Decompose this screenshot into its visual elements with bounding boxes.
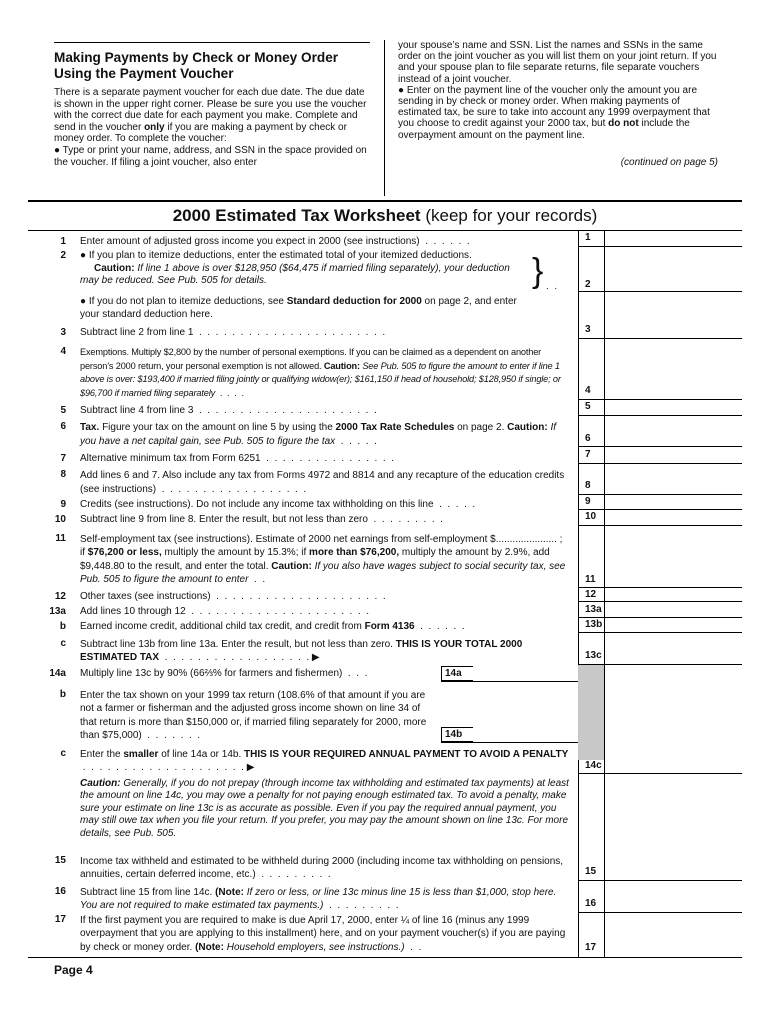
line-14a-box: 14a xyxy=(441,666,473,681)
line-17-desc: If the first payment you are required to make is due April 17, 2000, enter ¼ of line 16 (minus any 1999 overpayment that you are applying to this installment) here, and on your payment voucher(s) if you are paying by check or money order. xyxy=(80,915,566,953)
note-text: Household employers, see instructions.) xyxy=(226,941,405,953)
line-12-desc: Other taxes (see instructions) xyxy=(80,591,211,602)
caution-text: If you also have wages subject to social security tax, see Pub. 505 to figure the amount to enter xyxy=(80,560,566,586)
line-11-desc-2: ; if xyxy=(80,534,563,559)
line-8-desc: Add lines 6 and 7. Also include any tax from Forms 4972 and 8814 and any recapture of the education credits (see instructions) xyxy=(80,470,565,495)
line-number: 5 xyxy=(60,405,66,416)
form-4136-ref: Form 4136 xyxy=(364,621,415,632)
title-rule xyxy=(28,200,742,202)
line-box-label: 13b xyxy=(585,619,603,630)
row-rule xyxy=(578,525,742,526)
line-2-itemize: ● If you plan to itemize deductions, enter the estimated total of your itemized deductions. xyxy=(80,250,472,261)
line-2-caution xyxy=(80,263,510,287)
line-6-label: Tax. xyxy=(80,422,100,433)
line-number: 17 xyxy=(54,914,66,925)
leader-dots: . . xyxy=(546,281,558,292)
line-11-desc-3: multiply the amount by 15.3%; if xyxy=(164,547,307,559)
line-box-label: 3 xyxy=(585,324,591,335)
intro-heading: Making Payments by Check or Money Order Using the Payment Voucher xyxy=(54,50,339,81)
intro-bullet: ● Type or print your name, address, and SSN in the space provided on the voucher. If filing a joint voucher, also enter xyxy=(54,144,367,168)
line-number: 3 xyxy=(60,327,66,338)
shaded-column-area xyxy=(578,664,604,760)
line-box-label: 10 xyxy=(585,511,597,522)
line-2-text xyxy=(80,250,530,288)
caution-text: If line 1 above is over $128,950 ($64,475 if married filing separately), your deduction may be reduced. See Pub. 505 for details. xyxy=(80,262,510,287)
line-number: c xyxy=(60,638,66,649)
line-13b-text: Earned income credit, additional child tax credit, and credit from Form 4136 . . . . . . xyxy=(80,621,465,632)
line-box-label: 8 xyxy=(585,480,591,491)
line-7-text: Alternative minimum tax from Form 6251 . . . . . . . . . . . . . . . . xyxy=(80,453,394,464)
line-box-label: 7 xyxy=(585,449,591,460)
line-9-desc: Credits (see instructions). Do not include any income tax withholding on this line xyxy=(80,499,434,510)
title-under-rule xyxy=(28,230,742,231)
page-number: Page 4 xyxy=(54,963,93,977)
line-1-desc: Enter amount of adjusted gross income you expect in 2000 (see instructions) xyxy=(80,236,420,247)
line-number: 4 xyxy=(60,346,66,357)
caution-text: See Pub. 505 to figure the amount to enter if line 1 above is over: $193,400 if married filing jointly or qualifying widow(er); $161,150 if head of household; $128,950 if single; or $96,700 if married filing separately xyxy=(80,360,561,398)
row-rule xyxy=(578,601,742,602)
worksheet-title-text: 2000 Estimated Tax Worksheet xyxy=(172,206,421,225)
line-2-standard xyxy=(80,296,530,321)
row-rule xyxy=(578,494,742,495)
line-13c-desc: Subtract line 13b from line 13a. Enter the result, but not less than zero. xyxy=(80,639,393,650)
line-15-desc: Income tax withheld and estimated to be withheld during 2000 (including income tax withholding on pensions, annuities, certain deferred income, etc.) xyxy=(80,856,564,881)
line-17-text: If the first payment you are required to make is due April 17, 2000, enter ¼ of line 16 (minus any 1999 overpayment that you are applying to this installment) here, and on your payment voucher(s) if you are paying by check or money order. (Note: Household employers, see instructions.) . . xyxy=(80,915,566,953)
line-14c-desc-2: of line 14a or 14b. xyxy=(161,749,242,760)
worksheet-subtitle: (keep for your records) xyxy=(425,206,598,225)
line-8-text: Add lines 6 and 7. Also include any tax from Forms 4972 and 8814 and any recapture of the education credits (see instructions) . . . . . . . . . . . . . . . . . . xyxy=(80,470,565,495)
row-rule xyxy=(578,773,742,774)
line-2-standard-text: ● If you do not plan to itemize deductions, see xyxy=(80,296,284,307)
line-11-desc-4: multiply the amount by 2.9%, add $9,448.80 to the result, and enter the total. xyxy=(80,547,550,572)
row-rule xyxy=(578,632,742,633)
line-14c-text: Enter the smaller of line 14a or 14b. THIS IS YOUR REQUIRED ANNUAL PAYMENT TO AVOID A PENALTY . . . . . . . . . . . . . . . . . . . . ▶ xyxy=(80,749,569,774)
row-rule xyxy=(578,880,742,881)
line-9-text: Credits (see instructions). Do not include any income tax withholding on this line . . . . . xyxy=(80,499,476,510)
line-16-desc: Subtract line 15 from line 14c. xyxy=(80,887,213,898)
line-number: 7 xyxy=(60,453,66,464)
caution-body: Generally, if you do not prepay (through income tax withholding and estimated tax payments) at least the amount on line 14c, you may owe a penalty for not paying enough estimated tax. To avoid a penalty, make sure your estimate on line 13c is as accurate as possible. Even if you pay the required annual payment, you may still owe tax when you file your return. If you prefer, you may pay the amount shown on line 13c. For more details, see Pub. 505. xyxy=(80,778,569,839)
line-14c-desc: Enter the xyxy=(80,749,121,760)
line-number: 15 xyxy=(54,855,66,866)
row-rule xyxy=(578,446,742,447)
line-box-label: 17 xyxy=(585,942,597,953)
line-number: b xyxy=(59,621,66,632)
line-10-desc: Subtract line 9 from line 8. Enter the result, but not less than zero xyxy=(80,514,368,525)
line-3-desc: Subtract line 2 from line 1 xyxy=(80,327,194,338)
intro-right-column xyxy=(398,40,718,168)
intro-paragraph xyxy=(54,87,370,145)
line-13a-desc: Add lines 10 through 12 xyxy=(80,606,186,617)
line-box-label: 2 xyxy=(585,279,591,290)
row-rule xyxy=(578,587,742,588)
row-rule xyxy=(578,617,742,618)
line-number: c xyxy=(60,748,66,759)
threshold-low: $76,200 or less, xyxy=(87,547,162,559)
line-14b-desc: Enter the tax shown on your 1999 tax return (108.6% of that amount if you are not a farmer or fisherman and the adjusted gross income shown on line 34 of that return is more than $150,000 or, if married filing separately for 2000, more than $75,000) xyxy=(80,690,427,742)
line-5-text: Subtract line 4 from line 3 . . . . . . . . . . . . . . . . . . . . . . xyxy=(80,405,377,416)
caution-label: Caution: xyxy=(80,778,121,789)
line-4-text: Exemptions. Multiply $2,800 by the number of personal exemptions. If you can be claimed as a dependent on another person’s 2000 return, your personal exemption is not allowed. Caution: See Pub. 505 to figure the amount to enter if line 1 above is over: $193,400 if married filing jointly or qualifying widow(er); $161,150 if head of household; $128,950 if single; or $96,700 if married filing separately . . . . xyxy=(80,347,561,398)
line-number: 12 xyxy=(54,591,66,602)
line-box-label: 9 xyxy=(585,496,591,507)
line-11-text: Self-employment tax (see instructions). Estimate of 2000 net earnings from self-employment $...................... ; if $76,200 or less, multiply the amount by 15.3%; if more than $76,200, multiply the amount by 2.9%, add $9,448.80 to the result, and enter the total. Caution: If you also have wages subject to social security tax, see Pub. 505 to figure the amount to enter . . xyxy=(80,534,566,586)
row-rule xyxy=(578,291,742,292)
row-rule xyxy=(578,246,742,247)
line-number: 13a xyxy=(49,606,66,617)
row-rule xyxy=(578,399,742,400)
worksheet-title xyxy=(0,206,770,226)
intro-right-do-not: do not xyxy=(608,118,639,130)
line-11-desc: Self-employment tax (see instructions). Estimate of 2000 net earnings from self-employment $ xyxy=(80,534,496,545)
line-7-desc: Alternative minimum tax from Form 6251 xyxy=(80,453,261,464)
intro-right-bullet-text: ● Enter on the payment line of the voucher only the amount you are sending in by check or money order. When making payments of estimated tax, be sure to take into account any 1999 overpayment that you choose to credit against your 2000 tax, but xyxy=(398,84,710,130)
amount-blank: ...................... xyxy=(495,534,557,545)
line-6-text: Tax. Figure your tax on the amount on line 5 by using the 2000 Tax Rate Schedules on page 2. Caution: If you have a net capital gain, see Pub. 505 to figure the tax . . . . . xyxy=(80,422,557,447)
line-box-label: 5 xyxy=(585,401,591,412)
line-box-label: 13c xyxy=(585,650,602,661)
line-15-text: Income tax withheld and estimated to be withheld during 2000 (including income tax withholding on pensions, annuities, certain deferred income, etc.) . . . . . . . . . xyxy=(80,856,564,881)
amount-column-left-rule xyxy=(578,230,579,958)
note-label: (Note: xyxy=(215,887,244,898)
line-14a-text: Multiply line 13c by 90% (66⅔% for farmers and fishermen) . . . xyxy=(80,668,368,679)
line-number: b xyxy=(59,689,66,700)
row-rule xyxy=(578,338,742,339)
row-rule xyxy=(578,664,742,665)
line-box-label: 11 xyxy=(585,574,596,585)
bottom-rule xyxy=(28,957,742,958)
line-box-label: 6 xyxy=(585,433,591,444)
line-4-desc: Exemptions. Multiply $2,800 by the number of personal exemptions. If you can be claimed as a dependent on another person’s 2000 return, your personal exemption is not allowed. xyxy=(80,347,542,371)
top-rule xyxy=(54,42,370,43)
line-number: 1 xyxy=(60,236,66,247)
standard-deduction-ref: Standard deduction for 2000 xyxy=(286,296,422,307)
tax-rate-ref: 2000 Tax Rate Schedules xyxy=(335,422,455,433)
line-14b-text: Enter the tax shown on your 1999 tax return (108.6% of that amount if you are not a farmer or fisherman and the adjusted gross income shown on line 34 of that return is more than $150,000 or, if married filing separately for 2000, more than $75,000) . . . . . . . xyxy=(80,690,427,742)
caution-label: Caution: xyxy=(507,422,548,433)
line-number: 2 xyxy=(60,250,66,261)
line-number: 11 xyxy=(55,533,66,544)
line-box-label: 13a xyxy=(585,604,602,615)
caution-text: If you have a net capital gain, see Pub. 505 to figure the tax xyxy=(80,422,557,447)
note-text: If zero or less, or line 13c minus line 15 is less than $1,000, stop here. You are not required to make estimated tax payments.) xyxy=(80,887,557,912)
intro-only: only xyxy=(144,121,165,133)
brace-icon: } xyxy=(532,252,544,290)
continued-note: (continued on page 5) xyxy=(620,156,718,168)
row-rule xyxy=(578,912,742,913)
row-rule xyxy=(441,681,578,682)
threshold-high: more than $76,200, xyxy=(309,547,400,559)
line-14b-box: 14b xyxy=(441,727,473,742)
line-16-text: Subtract line 15 from line 14c. (Note: If zero or less, or line 13c minus line 15 is less than $1,000, stop here. You are not required to make estimated tax payments.) . . . . . . . . . xyxy=(80,887,557,912)
intro-right-text: your spouse’s name and SSN. List the names and SSNs in the same order on the joint voucher as you will list them on your joint return. If you and your spouse plan to file separate returns, file separate vouchers instead of a joint voucher. xyxy=(398,40,717,85)
line-box-label: 12 xyxy=(585,589,597,600)
intro-right-bullet-end: include the overpayment amount on the payment line. xyxy=(398,118,690,141)
arrow-icon: ▶ xyxy=(246,762,255,774)
line-1-text: Enter amount of adjusted gross income you expect in 2000 (see instructions) . . . . . . xyxy=(80,236,470,247)
line-12-text: Other taxes (see instructions) . . . . . . . . . . . . . . . . . . . . . xyxy=(80,591,386,602)
caution-label: Caution: xyxy=(271,560,312,572)
arrow-icon: ▶ xyxy=(311,652,320,664)
line-box-label: 4 xyxy=(585,385,591,396)
line-13b-desc: Earned income credit, additional child tax credit, and credit from xyxy=(80,621,362,632)
line-3-text: Subtract line 2 from line 1 . . . . . . . . . . . . . . . . . . . . . . . xyxy=(80,327,386,338)
line-box-label: 1 xyxy=(585,232,591,243)
line-2-standard-text-2: on page 2, and enter your standard deduction here. xyxy=(80,296,517,320)
column-divider xyxy=(384,40,385,196)
line-number: 8 xyxy=(60,469,66,480)
note-label: (Note: xyxy=(195,941,224,953)
line-13a-text: Add lines 10 through 12 . . . . . . . . . . . . . . . . . . . . . . xyxy=(80,606,370,617)
line-number: 6 xyxy=(60,421,66,432)
line-box-label: 14c xyxy=(585,760,602,771)
intro-right-bullet xyxy=(398,85,718,141)
intro-left-column xyxy=(54,50,370,168)
intro-text-1: There is a separate payment voucher for each due date. The due date is shown in the upper right corner. Please be sure you use the voucher with the correct due date for each payment you make. Complete and send in the voucher xyxy=(54,87,367,133)
line-13c-text: Subtract line 13b from line 13a. Enter the result, but not less than zero. THIS IS YOUR TOTAL 2000 ESTIMATED TAX . . . . . . . . . . . . . . . . . . ▶ xyxy=(80,639,523,664)
line-box-label: 15 xyxy=(585,866,597,877)
row-rule xyxy=(578,415,742,416)
caution-paragraph xyxy=(80,778,570,840)
row-rule xyxy=(441,742,578,743)
line-14a-desc: Multiply line 13c by 90% (66⅔% for farmers and fishermen) xyxy=(80,668,343,679)
line-number: 10 xyxy=(54,514,66,525)
required-annual-payment: THIS IS YOUR REQUIRED ANNUAL PAYMENT TO AVOID A PENALTY xyxy=(244,749,569,760)
caution-label: Caution: xyxy=(94,262,135,274)
line-6-desc: Figure your tax on the amount on line 5 by using the xyxy=(102,422,333,433)
row-rule xyxy=(578,463,742,464)
line-number: 16 xyxy=(54,886,66,897)
total-estimated-tax: THIS IS YOUR TOTAL 2000 ESTIMATED TAX xyxy=(80,639,523,664)
line-10-text: Subtract line 9 from line 8. Enter the result, but not less than zero . . . . . . . . . xyxy=(80,514,443,525)
line-5-desc: Subtract line 4 from line 3 xyxy=(80,405,194,416)
caution-label: Caution: xyxy=(323,360,360,371)
row-rule xyxy=(578,509,742,510)
intro-text-2: if you are making a payment by check or money order. To complete the voucher: xyxy=(54,121,347,145)
smaller-word: smaller xyxy=(123,749,159,760)
line-number: 9 xyxy=(60,499,66,510)
line-box-label: 16 xyxy=(585,898,597,909)
line-number: 14a xyxy=(49,668,66,679)
line-6-desc-2: on page 2. xyxy=(457,422,505,433)
